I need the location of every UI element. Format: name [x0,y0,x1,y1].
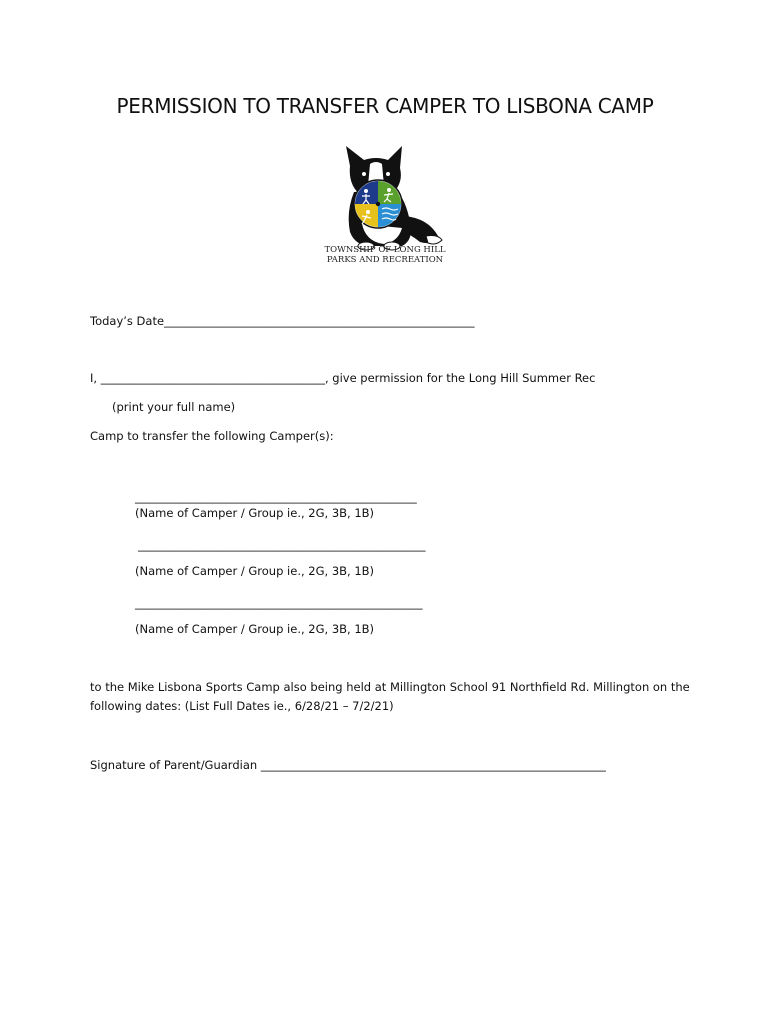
camper-1-field[interactable]: _________________________________________________ [135,490,417,504]
logo-caption-line1: TOWNSHIP OF LONG HILL [324,245,446,255]
logo-caption-line2: PARKS AND RECREATION [326,255,444,265]
name-hint: (print your full name) [112,400,236,414]
logo-caption [0,245,770,265]
guardian-name-field[interactable]: I, _______________________________________, give permission for the Long Hill Summer Rec [90,371,596,385]
form-title: PERMISSION TO TRANSFER CAMPER TO LISBONA CAMP [116,94,654,118]
signature-field[interactable]: Signature of Parent/Guardian ____________________________________________________________ [90,758,606,772]
todays-date-field[interactable]: Today’s Date______________________________________________________ [90,314,475,328]
campers-intro: Camp to transfer the following Camper(s): [90,429,334,443]
camper-3-hint: (Name of Camper / Group ie., 2G, 3B, 1B) [135,622,375,636]
camper-1-hint: (Name of Camper / Group ie., 2G, 3B, 1B) [135,506,375,520]
camper-2-field[interactable]: __________________________________________________ [138,538,426,552]
camper-2-hint: (Name of Camper / Group ie., 2G, 3B, 1B) [135,564,375,578]
camp-dates-text-line2[interactable]: following dates: (List Full Dates ie., 6/28/21 – 7/2/21) [90,699,394,713]
recreation-emblem-icon [354,180,402,228]
camp-dates-text-line1: to the Mike Lisbona Sports Camp also being held at Millington School 91 Northfield Rd. Millington on the [90,680,690,694]
camper-3-field[interactable]: __________________________________________________ [135,596,423,610]
